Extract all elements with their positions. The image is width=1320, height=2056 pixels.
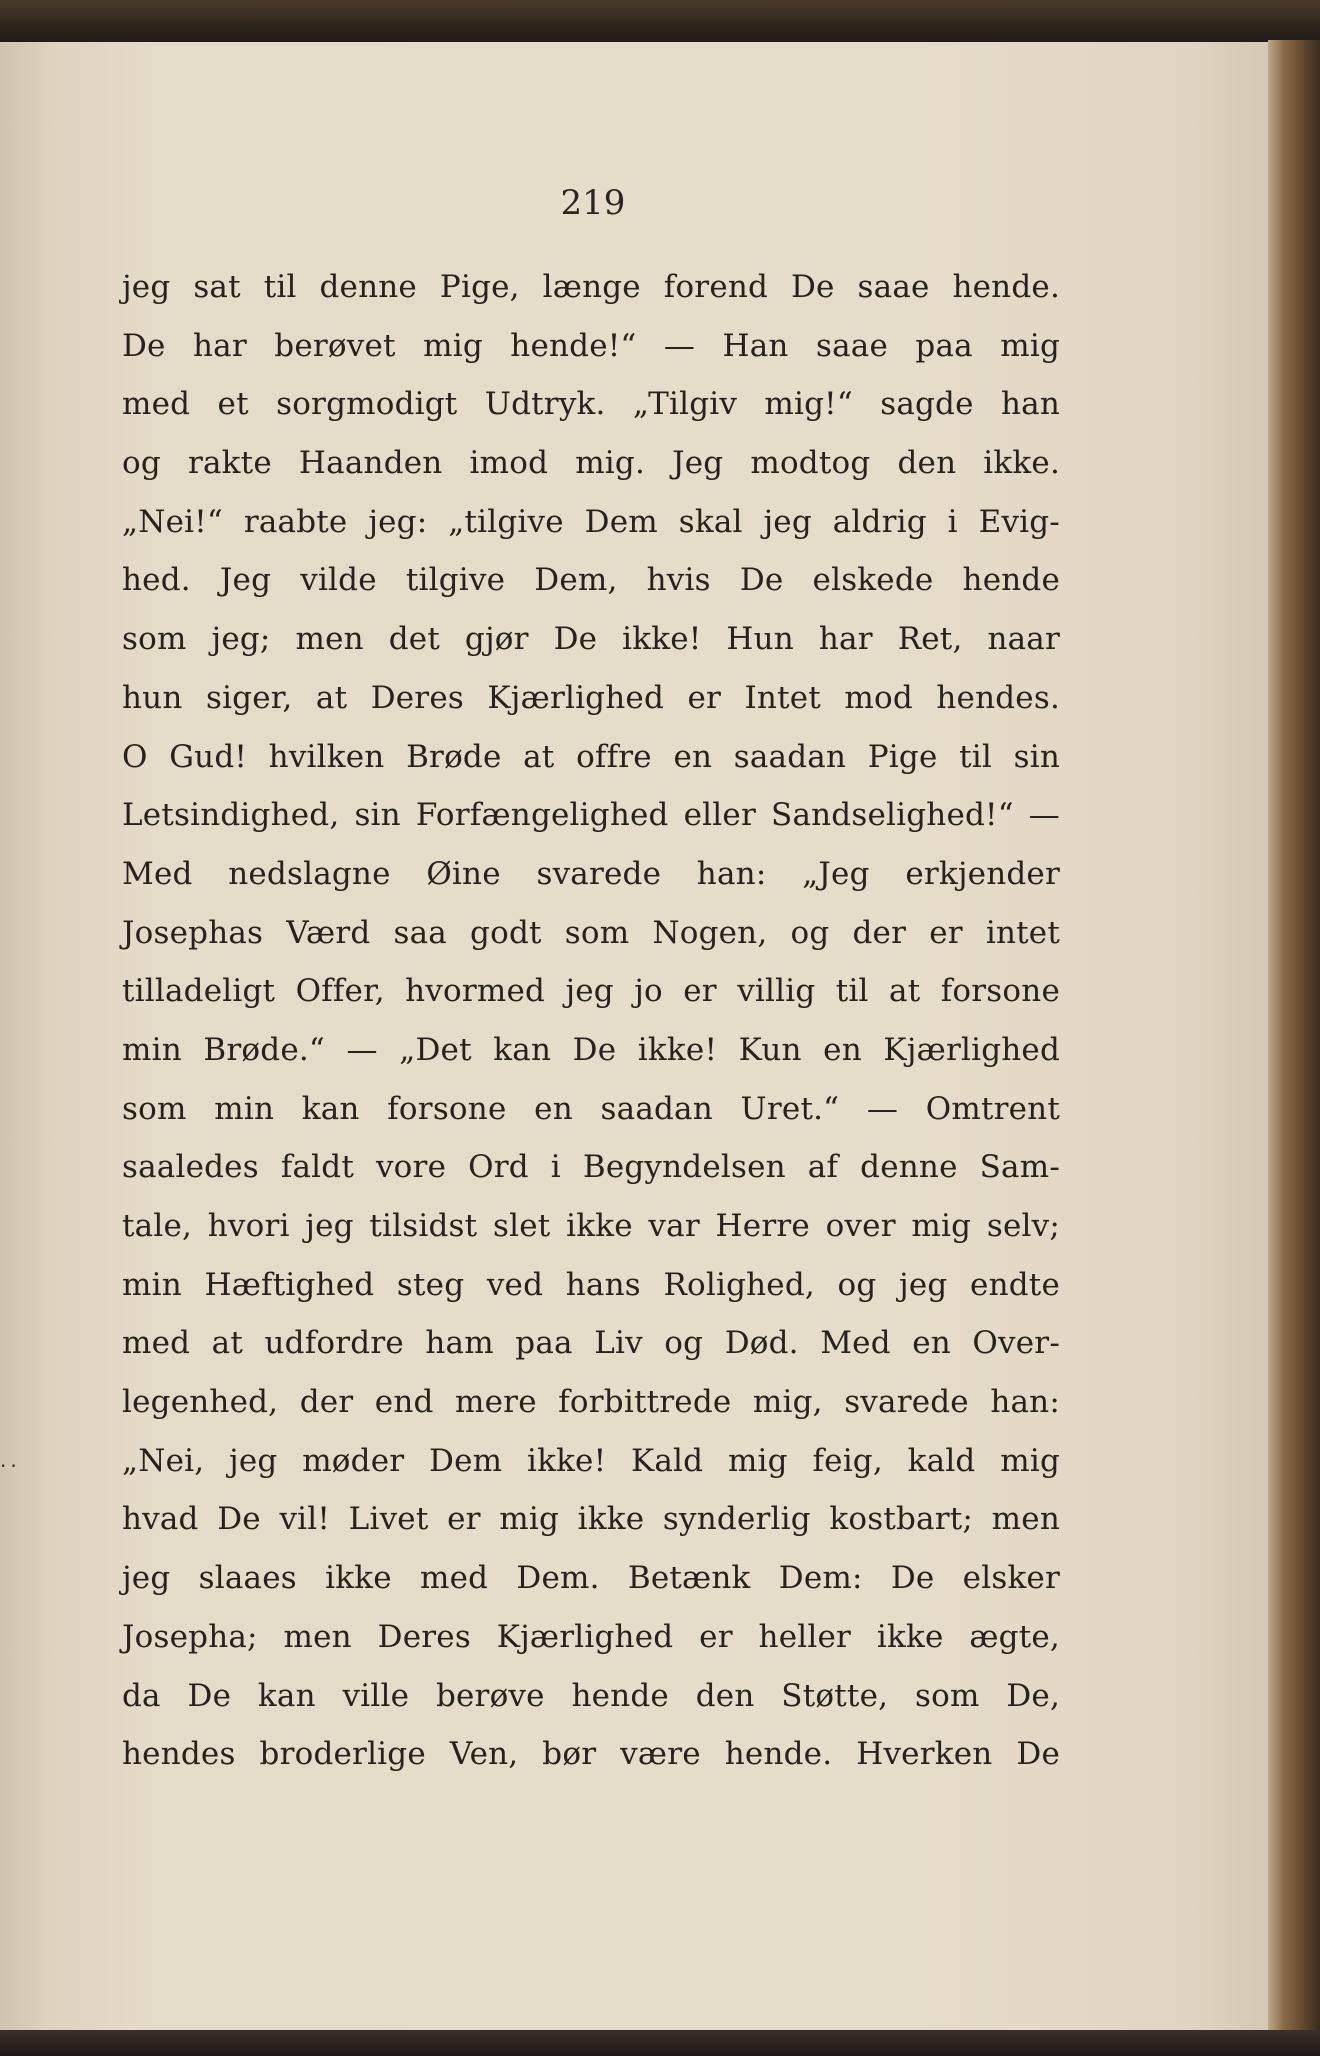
text-line: hvad De vil! Livet er mig ikke synderlig kostbart; men: [122, 1501, 1060, 1538]
text-line: legenhed, der end mere forbittrede mig, svarede han:: [122, 1384, 1060, 1421]
text-line: tale, hvori jeg tilsidst slet ikke var Herre over mig selv;: [122, 1208, 1060, 1244]
text-line: Letsindighed, sin Forfængelighed eller Sandselighed!“ —: [122, 797, 1060, 834]
text-line: Josephas Værd saa godt som Nogen, og der er intet: [122, 914, 1060, 951]
text-line: min Brøde.“ — „Det kan De ikke! Kun en Kjærlighed: [122, 1031, 1060, 1068]
text-line: som jeg; men det gjør De ikke! Hun har Ret, naar: [122, 621, 1060, 658]
body-text: [122, 258, 1060, 1784]
text-line: Med nedslagne Øine svarede han: „Jeg erkjender: [122, 855, 1060, 892]
page-edge: [1268, 40, 1320, 2035]
text-line: med et sorgmodigt Udtryk. „Tilgiv mig!“ sagde han: [122, 386, 1060, 423]
text-line: min Hæftighed steg ved hans Rolighed, og jeg endte: [122, 1266, 1060, 1303]
text-line: med at udfordre ham paa Liv og Død. Med en Over-: [122, 1325, 1060, 1362]
text-line: „Nei, jeg møder Dem ikke! Kald mig feig, kald mig: [122, 1442, 1060, 1479]
text-line: saaledes faldt vore Ord i Begyndelsen af denne Sam-: [122, 1149, 1060, 1186]
text-line: hed. Jeg vilde tilgive Dem, hvis De elskede hende: [122, 562, 1060, 599]
text-line: O Gud! hvilken Brøde at offre en saadan Pige til sin: [122, 738, 1060, 775]
margin-mark: ..: [0, 1448, 21, 1472]
text-line: De har berøvet mig hende!“ — Han saae paa mig: [122, 327, 1060, 364]
text-line: som min kan forsone en saadan Uret.“ — Omtrent: [122, 1090, 1060, 1127]
text-line: „Nei!“ raabte jeg: „tilgive Dem skal jeg aldrig i Evig-: [122, 503, 1060, 540]
text-line: hendes broderlige Ven, bør være hende. Hverken De: [122, 1736, 1060, 1773]
book-cover-bottom: [0, 2030, 1320, 2056]
text-line: da De kan ville berøve hende den Støtte, som De,: [122, 1677, 1060, 1714]
text-line: jeg slaaes ikke med Dem. Betænk Dem: De elsker: [122, 1560, 1060, 1597]
text-line: hun siger, at Deres Kjærlighed er Intet mod hendes.: [122, 679, 1060, 716]
text-line: og rakte Haanden imod mig. Jeg modtog den ikke.: [122, 445, 1060, 482]
text-line: tilladeligt Offer, hvormed jeg jo er villig til at forsone: [122, 973, 1060, 1010]
page-number: 219: [560, 183, 626, 223]
text-line: Josepha; men Deres Kjærlighed er heller ikke ægte,: [122, 1618, 1060, 1655]
text-line: jeg sat til denne Pige, længe forend De saae hende.: [122, 269, 1060, 305]
